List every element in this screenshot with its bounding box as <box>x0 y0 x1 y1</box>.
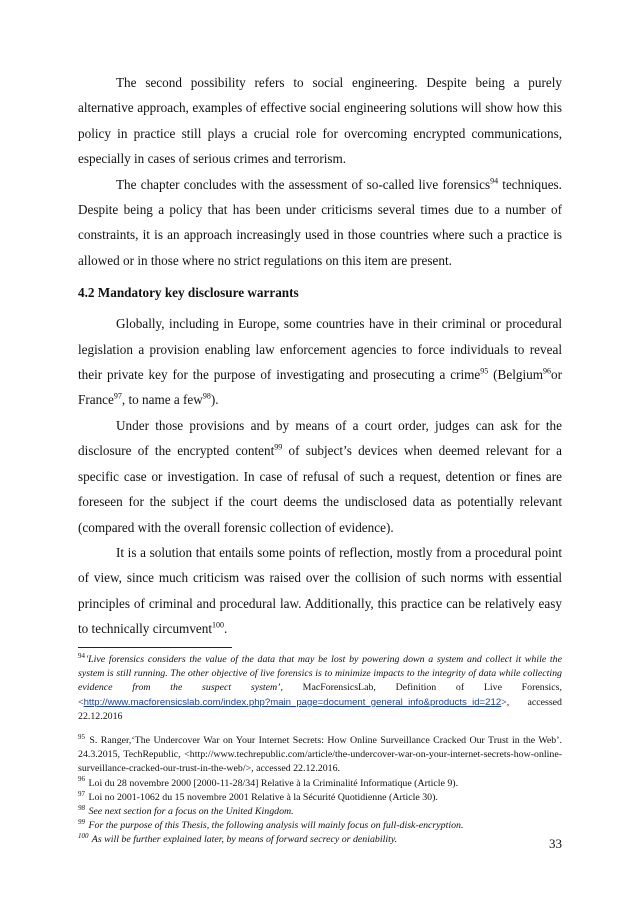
paragraph-globally: Globally, including in Europe, some countries have in their criminal or procedural legislation a provision enabling law enforcement agencies to force individuals to reveal their private key for the purpose of investigating and prosecuting a crime$^{95}$ (Belgium$^{96}$or France$^{97}$, to name a few$^{98}$). <box>78 316 562 408</box>
paragraph-live-forensics: The chapter concludes with the assessment of so-called live forensics$^{94}$ techniques. Despite being a policy that has been under criticisms several times due to a number of constraints, it is an approach increasingly used in those countries where such a practice is allowed or in those where no strict regulations on this item are present. <box>78 176 562 268</box>
paragraph-court-order: Under those provisions and by means of a court order, judges can ask for the disclosure of the encrypted content$^{99}$ of subject’s devices when deemed relevant for a specific case or investigation. In case of refusal of such a request, detention or fines are foreseen for the subject if the court deems the undisclosed data as potentially relevant (compared with the overall forensic collection of evidence). <box>78 417 562 535</box>
paragraph-reflection: It is a solution that entails some points of reflection, mostly from a procedural point of view, since much criticism was raised over the collision of such norms with essential principles of criminal and procedural law. Additionally, this practice can be relatively easy to technically circumvent$^{100}$. <box>78 544 562 637</box>
footnote-100: $^{100}$ As will be further explained later, by means of forward secrecy or deniability. <box>78 832 398 846</box>
footnote-96: $^{96}$ Loi du 28 novembre 2000 [2000-11-28/34] Relative à la Criminalité Informatique (Article 9). <box>78 775 459 789</box>
main-text <box>78 70 562 642</box>
page-number: 33 <box>549 836 562 851</box>
footnote-94: $^{94}$'Live forensics considers the value of the data that may be lost by powering down a system and collect it while the system is still running. The other objective of live forensics is to minimize impacts to the integrity of data while collecting evidence from the suspect system’, MacForensicsLab, Definition of Live Forensics, <http://www.macforensicslab.com/index.php?main_page=document_general_info&products_id=212>, accessed 22.12.2016 <box>78 651 562 722</box>
footnote-98: $^{98}$ See next section for a focus on the United Kingdom. <box>78 803 294 818</box>
macforensicslab-link[interactable]: http://www.macforensicslab.com/index.php?main_page=document_general_info&products_id=212 <box>83 696 502 708</box>
footnote-ref-98[interactable]: 98 <box>202 392 211 402</box>
footnote-ref-97[interactable]: 97 <box>113 392 122 402</box>
footnote-ref-94[interactable]: 94 <box>490 176 499 186</box>
footnote-97: $^{97}$ Loi no 2001-1062 du 15 novembre 2001 Relative à la Sécurité Quotidienne (Article 30). <box>78 789 438 803</box>
section-heading: 4.2 Mandatory key disclosure warrants <box>78 285 299 301</box>
footnote-ref-100[interactable]: 100 <box>212 620 225 630</box>
footnotes <box>78 653 562 848</box>
footnote-ref-99[interactable]: 99 <box>274 442 283 452</box>
footnote-95: $^{95}$ S. Ranger,‘The Undercover War on Your Internet Secrets: How Online Surveillance Cracked Our Trust in the Web’. 24.3.2015, TechRepublic, <http://www.techrepublic.com/article/the-undercover-war-on-your-internet-secrets-how-online-surveillance-cracked-our-trust-in-the-web/>, accessed 22.12.2016. <box>78 732 562 775</box>
footnote-ref-95[interactable]: 95 <box>480 366 489 376</box>
paragraph-social-engineering: The second possibility refers to social engineering. Despite being a purely alternative approach, examples of effective social engineering solutions will show how this policy in practice still plays a crucial role for overcoming encrypted communications, especially in cases of serious crimes and terrorism. <box>78 75 562 167</box>
footnote-separator <box>78 647 232 648</box>
footnote-ref-96[interactable]: 96 <box>542 366 551 376</box>
footnote-99: $^{99}$ For the purpose of this Thesis, the following analysis will mainly focus on full-disk-encryption. <box>78 817 464 832</box>
